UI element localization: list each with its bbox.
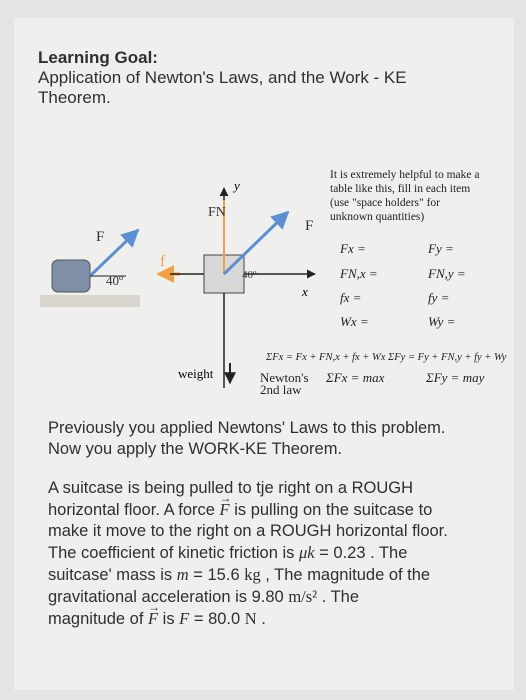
force-vector-2: → F	[148, 608, 158, 629]
page	[14, 18, 514, 690]
problem-text-7c: = 80.0	[189, 610, 245, 628]
problem-paragraph	[48, 478, 510, 630]
y-axis-label: y	[234, 178, 240, 193]
problem-text-1: A suitcase is being pulled to tje right on a ROUGH	[48, 479, 414, 497]
force-vector: → F	[220, 499, 230, 520]
free-body-figure	[30, 158, 510, 403]
floor	[40, 295, 140, 307]
kg-unit: kg	[244, 565, 261, 584]
goal-line-1: Application of Newton's Laws, and the Work - KE	[38, 68, 407, 87]
problem-text-6b: . The	[317, 588, 359, 606]
cell-fny: FN,y =	[428, 266, 466, 281]
cell-fx: Fx =	[340, 241, 366, 256]
force-magnitude-symbol: F	[179, 609, 190, 628]
problem-text-5a: suitcase' mass is	[48, 566, 177, 584]
fbd-force-arrow	[224, 212, 288, 274]
angle-label: 40º	[106, 273, 124, 288]
problem-line-7	[48, 608, 510, 630]
cell-fry: fy =	[428, 290, 450, 305]
problem-text-7b: is	[158, 610, 180, 628]
cell-wy: Wy =	[428, 314, 456, 329]
note-line-3: (use "space holders" for	[330, 197, 440, 209]
fbd-angle-label: 40º	[242, 269, 257, 281]
x-axis-label: x	[302, 284, 308, 299]
sum-equations	[265, 352, 507, 363]
problem-text-3: make it move to the right on a ROUGH horizontal floor.	[48, 522, 448, 540]
newton-label-2: 2nd law	[260, 382, 302, 397]
component-table	[339, 241, 466, 329]
problem-line-2	[48, 499, 510, 521]
previously-line-1: Previously you applied Newtons' Laws to this problem.	[48, 419, 446, 437]
sum-x: ΣFx = Fx + FN,x + fx + Wx	[266, 352, 386, 363]
cell-fy: Fy =	[428, 241, 454, 256]
problem-text-5b: = 15.6	[188, 566, 245, 584]
newton-label-1: Newton's	[260, 370, 309, 385]
cell-wx: Wx =	[340, 314, 369, 329]
friction-label: f	[160, 253, 166, 270]
note-line-2: table like this, fill in each item	[330, 183, 471, 195]
mass-symbol: m	[176, 565, 189, 584]
note-line-4: unknown quantities)	[330, 211, 425, 223]
problem-line-6	[48, 586, 510, 608]
newton-unit: N	[244, 609, 257, 628]
weight-label: weight	[178, 366, 214, 381]
problem-text-6a: gravitational acceleration is 9.80	[48, 588, 289, 606]
problem-line-1	[48, 478, 510, 499]
figure-svg	[30, 158, 510, 398]
problem-text-2b: is pulling on the suitcase to	[229, 501, 433, 519]
problem-line-4	[48, 542, 510, 564]
problem-line-5	[48, 564, 510, 586]
previously-paragraph	[48, 418, 510, 460]
learning-goal	[38, 48, 508, 108]
problem-text-7a: magnitude of	[48, 610, 148, 628]
normal-force-label: FN	[208, 205, 226, 220]
newton-law	[260, 370, 485, 397]
pull-force-label: F	[96, 229, 105, 245]
problem-text-4b: = 0.23 . The	[314, 544, 408, 562]
previously-line-2: Now you apply the WORK-KE Theorem.	[48, 440, 343, 458]
cell-frx: fx =	[340, 290, 362, 305]
table-note	[330, 169, 479, 223]
newton-x: ΣFx = max	[326, 370, 385, 385]
problem-text-7d: .	[256, 610, 266, 628]
note-line-1: It is extremely helpful to make a	[330, 169, 480, 181]
sum-y: ΣFy = Fy + FN,y + fy + Wy	[388, 352, 507, 363]
problem-line-3	[48, 521, 510, 542]
cell-fnx: FN,x =	[340, 266, 378, 281]
problem-text-4a: The coefficient of kinetic friction is	[48, 544, 299, 562]
suitcase-diagram	[40, 229, 180, 307]
problem-text-5c: , The magnitude of the	[260, 566, 431, 584]
gravity-unit: m/s²	[288, 587, 318, 606]
goal-heading: Learning Goal:	[38, 48, 158, 67]
mu-k-symbol: μk	[298, 543, 315, 562]
newton-y: ΣFy = may	[426, 370, 485, 385]
suitcase	[52, 260, 90, 292]
fbd-force-label: F	[305, 218, 314, 234]
goal-line-2: Theorem.	[38, 88, 111, 107]
problem-text-2a: horizontal floor. A force	[48, 501, 220, 519]
